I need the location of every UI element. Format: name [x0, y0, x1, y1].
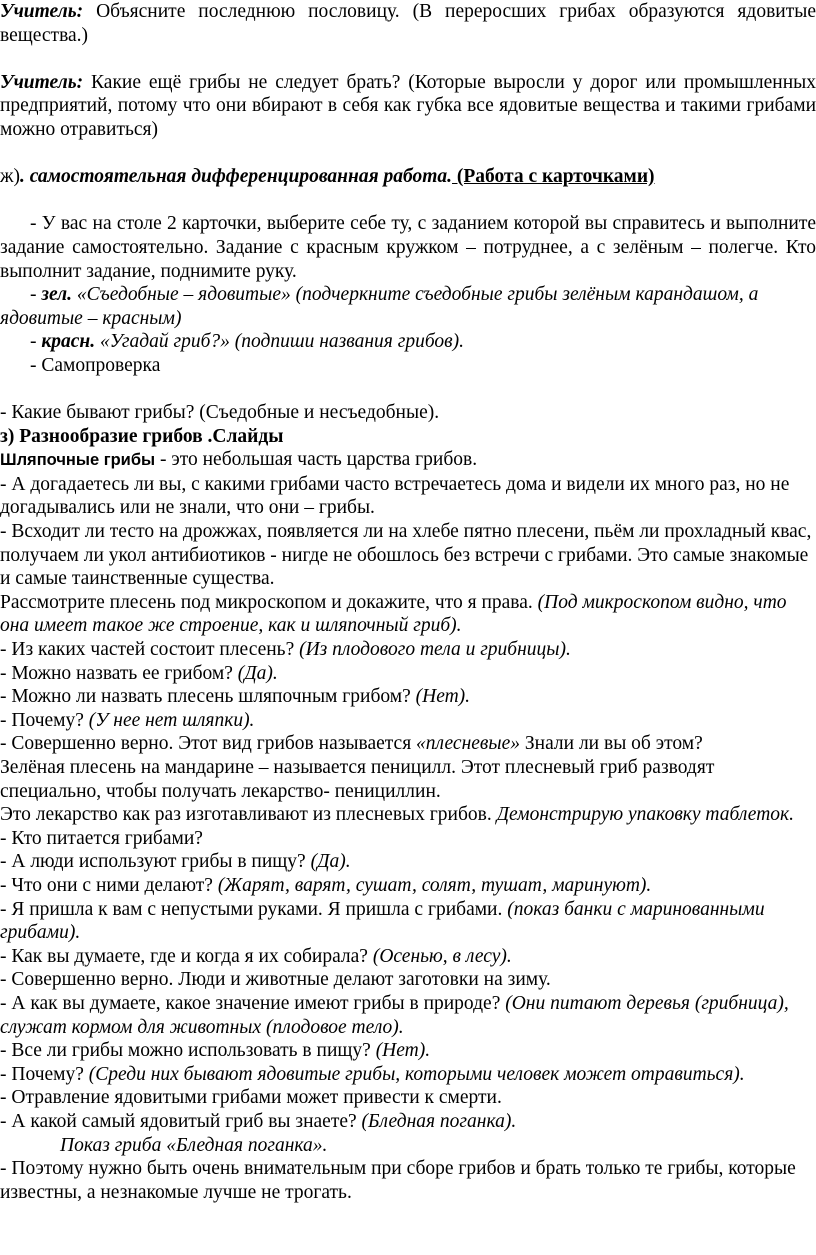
paragraph-mold-parts [0, 638, 816, 662]
card-key-green: зел. [41, 284, 73, 306]
paragraph-text: - Самопроверка [30, 354, 161, 376]
paragraph-winter-stock [0, 968, 816, 992]
paragraph-text: - Можно ли назвать плесень шляпочным грибом? [0, 686, 416, 708]
teacher-label: Учитель: [0, 71, 84, 93]
paragraph-guess [0, 473, 816, 520]
paragraph-people-eat [0, 850, 816, 874]
paragraph-text: Рассмотрите плесень под микроскопом и докажите, что я права. [0, 591, 538, 613]
paragraph-what-do [0, 874, 816, 898]
answer-text: (Среди них бывают ядовитые грибы, которыми человек может отравиться). [88, 1063, 745, 1085]
dash: - [30, 331, 42, 353]
paragraph-text: - Все ли грибы можно использовать в пищу? [0, 1040, 376, 1062]
term-cap-mushrooms: Шляпочные грибы [0, 451, 156, 470]
paragraph-microscope [0, 591, 816, 638]
paragraph-text: - Почему? [0, 1063, 89, 1085]
paragraph-most-poisonous [0, 1110, 816, 1134]
paragraph-why-poison [0, 1063, 816, 1087]
paragraph-text: Объясните последнюю пословицу. (В переросших грибах образуются ядовитые вещества.) [0, 1, 816, 46]
paragraph-text: Какие ещё грибы не следует брать? (Которые выросли у дорог или промышленных предприятий, потому что они вбирают в себя как губка все ядовитые вещества и такими грибами можно отравиться) [0, 71, 816, 140]
paragraph-green-card [0, 283, 816, 330]
paragraph-cap-mushrooms [0, 448, 816, 473]
paragraph-teacher-proverb [0, 0, 816, 47]
paragraph-text: Знали ли вы об этом? [520, 733, 703, 755]
paragraph-be-careful [0, 1157, 816, 1204]
answer-text: (Из плодового тела и грибницы). [299, 639, 571, 661]
paragraph-text: - А какой самый ядовитый гриб вы знаете? [0, 1110, 362, 1132]
section-heading-diversity [0, 425, 816, 449]
stage-direction: Демонстрирую упаковку таблеток. [496, 804, 795, 826]
answer-text: (Они питают деревья (грибница), служат кормом для животных (плодовое тело). [0, 992, 789, 1038]
paragraph-text: - Совершенно верно. Люди и животные делают заготовки на зиму. [0, 969, 551, 991]
paragraph-text: - Какие бывают грибы? (Съедобные и несъедобные). [0, 402, 440, 424]
paragraph-text: - Отравление ядовитыми грибами может привести к смерти. [0, 1087, 502, 1109]
stage-direction: Показ гриба «Бледная поганка». [60, 1134, 328, 1156]
section-heading-independent-work [0, 165, 816, 189]
teacher-label: Учитель: [0, 1, 84, 22]
section-prefix: ж) [0, 166, 20, 188]
answer-text: (У нее нет шляпки). [88, 709, 255, 731]
blank-line [0, 189, 816, 213]
paragraph-teacher-question [0, 71, 816, 142]
paragraph-text: - Совершенно верно. Этот вид грибов называется [0, 733, 417, 755]
paragraph-text: - Всходит ли тесто на дрожжах, появляется ли на хлебе пятно плесени, пьём ли прохладный квас, получаем ли укол антибиотиков - нигде не обошлось без встречи с грибами. Это самые знакомые и самые таинственные существа. [0, 521, 812, 590]
paragraph-where-collected [0, 945, 816, 969]
paragraph-text: Это лекарство как раз изготавливают из плесневых грибов. [0, 804, 497, 826]
paragraph-who-eats [0, 827, 816, 851]
paragraph-text: - Поэтому нужно быть очень внимательным при сборе грибов и брать только те грибы, которые известны, а незнакомые лучше не трогать. [0, 1158, 796, 1203]
section-title: . самостоятельная дифференцированная работа. [19, 166, 453, 188]
answer-text: (Жарят, варят, сушат, солят, тушат, маринуют). [217, 874, 652, 896]
paragraph-text: - Можно назвать ее грибом? [0, 662, 238, 684]
paragraph-yeast [0, 520, 816, 591]
section-subtitle: (Работа с карточками) [452, 166, 655, 188]
stage-direction: (показ банки с маринованными грибами). [0, 898, 765, 944]
answer-text: (Нет). [415, 686, 471, 708]
paragraph-cards-instructions [0, 212, 816, 283]
paragraph-mold-type [0, 732, 816, 756]
paragraph-text: - это небольшая часть царства грибов. [155, 449, 478, 471]
answer-text: (Да). [237, 662, 278, 684]
paragraph-text: - Что они с ними делают? [0, 874, 218, 896]
paragraph-penicillium [0, 756, 816, 803]
paragraph-poisoning [0, 1086, 816, 1110]
paragraph-death-cap-show [0, 1134, 816, 1158]
paragraph-text: - Кто питается грибами? [0, 827, 203, 849]
paragraph-medicine [0, 803, 816, 827]
paragraph-text: - Я пришла к вам с непустыми руками. Я пришла с грибами. [0, 898, 508, 920]
answer-text: (Нет). [375, 1040, 431, 1062]
paragraph-nature-role [0, 992, 816, 1039]
dash: - [30, 284, 42, 306]
blank-line [0, 378, 816, 402]
paragraph-text: Зелёная плесень на мандарине – называется пеницилл. Этот плесневый гриб разводят специально, чтобы получать лекарство- пенициллин. [0, 757, 715, 802]
paragraph-text: - Из каких частей состоит плесень? [0, 639, 300, 661]
answer-text: (Осенью, в лесу). [372, 945, 512, 967]
blank-line [0, 142, 816, 166]
paragraph-text: - А люди используют грибы в пищу? [0, 851, 311, 873]
paragraph-text: - Почему? [0, 709, 89, 731]
paragraph-self-check [0, 354, 816, 378]
answer-text: (Бледная поганка). [361, 1110, 517, 1132]
card-key-red: красн. [41, 331, 96, 353]
paragraph-why [0, 709, 816, 733]
paragraph-mushroom-types [0, 401, 816, 425]
paragraph-mold-cap [0, 685, 816, 709]
answer-text: (Да). [310, 851, 351, 873]
term-mold: «плесневые» [416, 733, 520, 755]
paragraph-brought-mushrooms [0, 898, 816, 945]
paragraph-text: - У вас на столе 2 карточки, выберите себе ту, с заданием которой вы справитесь и выполните задание самостоятельно. Задание с красным кружком – потруднее, а с зелёным – полегче. Кто выполнит задание, поднимите руку. [0, 213, 816, 282]
paragraph-all-edible [0, 1039, 816, 1063]
answer-text: (Под микроскопом видно, что она имеет такое же строение, как и шляпочный гриб). [0, 591, 787, 637]
paragraph-text: «Съедобные – ядовитые» (подчеркните съедобные грибы зелёным карандашом, а ядовитые – красным) [0, 284, 759, 329]
paragraph-text: «Угадай гриб?» (подпиши названия грибов). [95, 331, 464, 353]
blank-line [0, 47, 816, 71]
paragraph-text: - Как вы думаете, где и когда я их собирала? [0, 945, 373, 967]
paragraph-text: - А догадаетесь ли вы, с какими грибами часто встречаетесь дома и видели их много раз, но не догадывались или не знали, что они – грибы. [0, 473, 790, 519]
paragraph-text: - А как вы думаете, какое значение имеют грибы в природе? [0, 992, 506, 1014]
paragraph-red-card [0, 330, 816, 354]
section-title: з) Разнообразие грибов .Слайды [0, 425, 284, 447]
paragraph-mold-is-mushroom [0, 662, 816, 686]
